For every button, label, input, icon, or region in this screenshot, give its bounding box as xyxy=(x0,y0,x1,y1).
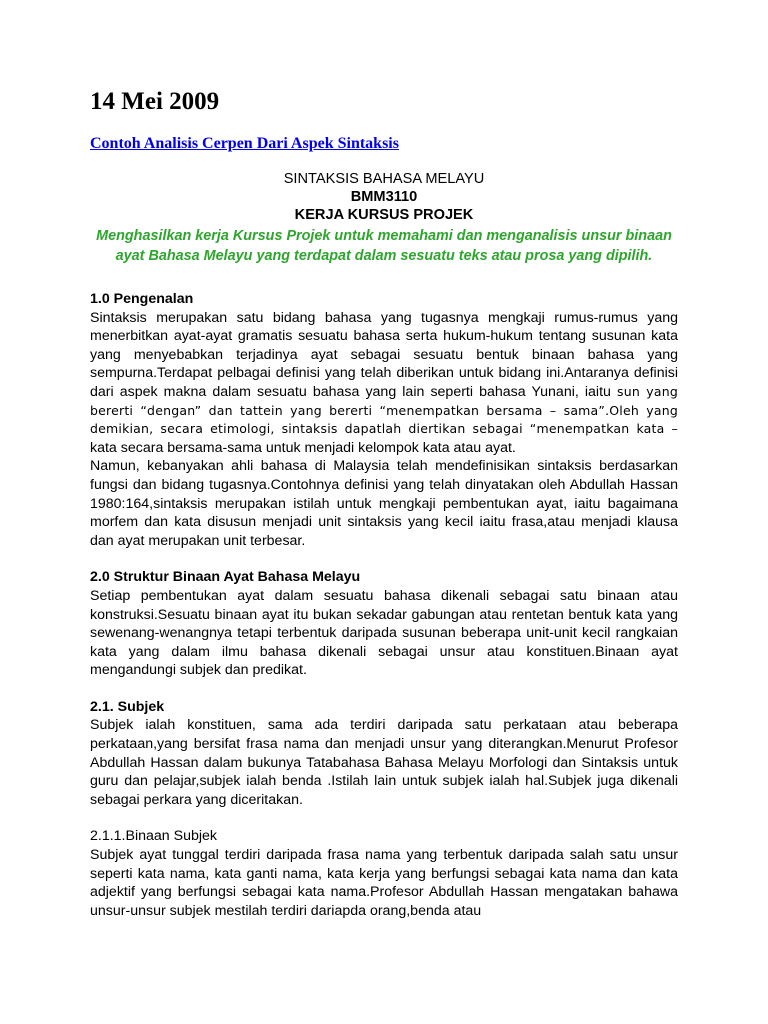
paragraph-binaan-subjek: Subjek ayat tunggal terdiri daripada frasa nama yang terbentuk daripada salah satu unsur seperti kata nama, kata ganti nama, kata kerja yang berfungsi sebagai kata nama dan kata adjektif yang berfungsi sebagai kata nama.Profesor Abdullah Hassan mengatakan bahawa unsur-unsur subjek mestilah terdiri dariapda orang,benda atau xyxy=(90,847,678,919)
post-date: 14 Mei 2009 xyxy=(90,88,220,115)
document-body xyxy=(90,290,678,920)
section-heading-subjek: 2.1. Subjek xyxy=(90,698,165,715)
paragraph-text: kata secara bersama-sama untuk menjadi kelompok kata atau ayat. xyxy=(90,439,516,456)
section-heading-struktur: 2.0 Struktur Binaan Ayat Bahasa Melayu xyxy=(90,569,361,586)
post-title-link[interactable]: Contoh Analisis Cerpen Dari Aspek Sintaksis xyxy=(90,135,399,152)
paragraph-struktur: Setiap pembentukan ayat dalam sesuatu bahasa dikenali sebagai satu binaan atau konstruksi.Sesuatu binaan ayat itu bukan sekadar gabungan atau rentetan bentuk kata yang sewenang-wenangnya tetapi terbentuk daripada susunan beberapa unit-unit kecil rangkaian kata yang dalam ilmu bahasa dikenali sebagai unsur atau konstituen.Binaan ayat mengandungi subjek dan predikat. xyxy=(90,587,678,679)
section-heading-pengenalan: 1.0 Pengenalan xyxy=(90,291,194,307)
paragraph-text: Sintaksis merupakan satu bidang bahasa yang tugasnya mengkaji rumus-rumus yang menerbitkan ayat-ayat gramatis sesuatu bahasa serta hukum-hukum tentang susunan kata yang menyebabkan terjadinya ayat sebagai sesuatu bentuk binaan bahasa yang sempurna.Terdapat pelbagai definisi yang telah diberikan untuk bidang ini.Antaranya definisi dari aspek makna dalam sesuatu bahasa yang lain seperti bahasa Yunani, iaitu xyxy=(90,309,678,400)
course-code: BMM3110 xyxy=(350,189,418,205)
paragraph-subjek: Subjek ialah konstituen, sama ada terdiri daripada satu perkataan atau beberapa perkataan,yang bersifat frasa nama dan menjadi unsur yang diterangkan.Menurut Profesor Abdullah Hassan dalam bukunya Tatabahasa Bahasa Melayu Morfologi dan Sintaksis untuk guru dan pelajar,subjek ialah benda .Istilah lain untuk subjek ialah hal.Subjek juga dikenali sebagai perkara yang diceritakan. xyxy=(90,717,678,808)
assignment-type: KERJA KURSUS PROJEK xyxy=(294,207,474,223)
paragraph-pengenalan-2: Namun, kebanyakan ahli bahasa di Malaysia telah mendefinisikan sintaksis berdasarkan fungsi dan bidang tugasnya.Contohnya definisi yang telah dinyatakan oleh Abdullah Hassan 1980:164,sintaksis merupakan istilah untuk mengkaji pembentukan ayat, iaitu bagaimana morfem dan kata disusun menjadi unit sintaksis yang kecil iaitu frasa,atau menjadi klausa dan ayat merupakan unit terbesar. xyxy=(90,458,678,549)
paragraph-text-etymology: sun yang bererti “dengan” dan tattein yang bererti “menempatkan bersama – sama”.Oleh yang demikian, secara etimologi, sintaksis dapatlah diertikan sebagai “menempatkan kata – xyxy=(90,383,678,437)
assignment-objective: Menghasilkan kerja Kursus Projek untuk memahami dan menganalisis unsur binaan ayat Bahasa Melayu yang terdapat dalam sesuatu teks atau prosa yang dipilih. xyxy=(96,228,672,264)
section-heading-binaan-subjek: 2.1.1.Binaan Subjek xyxy=(90,828,217,845)
course-title: SINTAKSIS BAHASA MELAYU xyxy=(283,171,485,187)
paragraph-pengenalan-1 xyxy=(90,309,678,458)
assignment-header xyxy=(90,170,678,266)
